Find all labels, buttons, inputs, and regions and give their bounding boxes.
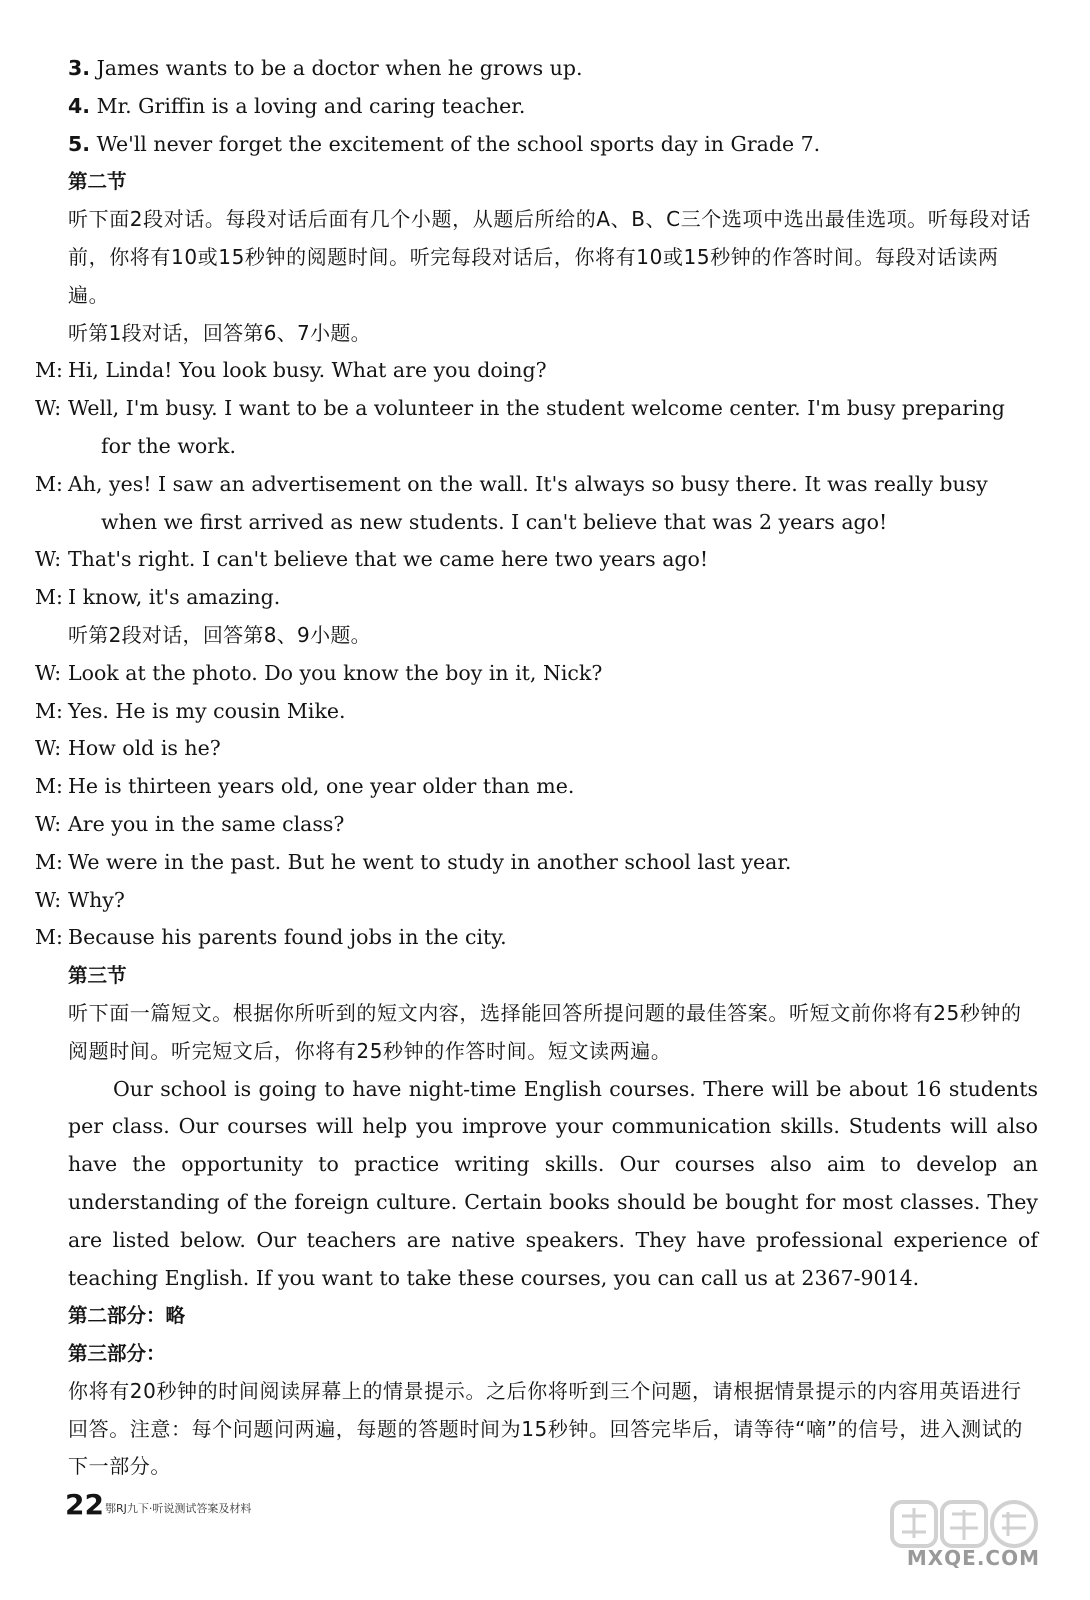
dialog-line: M: Ah, yes! I saw an advertisement on the wall. It's always so busy there. It was really busy when we first arrived as new students. I can't believe that was 2 years ago! (35, 471, 988, 534)
dialog-text: Hi, Linda! You look busy. What are you doing? (68, 358, 547, 383)
section2-instructions: 听下面2段对话。每段对话后面有几个小题，从题后所给的A、B、C三个选项中选出最佳选项。听每段对话前，你将有10或15秒钟的阅题时间。听完每段对话后，你将有10或15秒钟的作答时间。每段对话读两遍。 (68, 207, 1031, 307)
item-3 (68, 50, 1038, 88)
dialog-line: M: Because his parents found jobs in the city. (35, 925, 507, 950)
dialog1-intro: 听第1段对话，回答第6、7小题。 (68, 320, 371, 345)
dialog-line: M: We were in the past. But he went to study in another school last year. (35, 849, 792, 874)
dialog-text: How old is he? (68, 736, 221, 761)
dialog-line: W: Well, I'm busy. I want to be a volunteer in the student welcome center. I'm busy preparing for the work. (35, 396, 1005, 458)
page-content (35, 50, 1038, 1486)
footer-caption: 鄂RJ九下·听说测试答案及材料 (105, 1502, 252, 1515)
dialog-line: M: Yes. He is my cousin Mike. (35, 698, 346, 723)
item-text: We'll never forget the excitement of the school sports day in Grade 7. (90, 131, 821, 156)
dialog-text: Why? (68, 887, 125, 912)
dialog-line: W: Are you in the same class? (35, 811, 345, 836)
dialog-text: Because his parents found jobs in the city. (68, 925, 507, 950)
item-number: 4. (68, 93, 91, 118)
dialog-line: M: He is thirteen years old, one year older than me. (35, 774, 575, 799)
dialog-line: W: Why? (35, 887, 125, 912)
dialog-line: W: How old is he? (35, 736, 221, 761)
section3-instructions: 听下面一篇短文。根据你所听到的短文内容，选择能回答所提问题的最佳答案。听短文前你将有25秒钟的阅题时间。听完短文后，你将有25秒钟的作答时间。短文读两遍。 (68, 1000, 1022, 1063)
dialog-text: Are you in the same class? (68, 811, 345, 836)
dialog-line: W: Look at the photo. Do you know the boy in it, Nick? (35, 660, 603, 685)
part3-heading: 第三部分： (68, 1342, 166, 1366)
item-text: Mr. Griffin is a loving and caring teacher. (90, 93, 526, 118)
section3-passage: Our school is going to have night-time English courses. There will be about 16 students per class. Our courses will help you improve your communication skills. Students will also have the opportunity to practice writing skills. Our courses also aim to develop an understanding of the foreign culture. Certain books should be bought for most classes. They are listed below. Our teachers are native speakers. They have professional experience of teaching English. If you want to take these courses, you can call us at 2367-9014. (68, 1076, 1038, 1290)
dialog-text: Look at the photo. Do you know the boy in it, Nick? (68, 660, 603, 685)
dialog2-intro: 听第2段对话，回答第8、9小题。 (68, 622, 371, 647)
item-number: 3. (68, 56, 91, 80)
part3-instructions: 你将有20秒钟的时间阅读屏幕上的情景提示。之后你将听到三个问题，请根据情景提示的内容用英语进行回答。注意：每个问题问两遍，每题的答题时间为15秒钟。回答完毕后，请等待“嘀”的信号，进入测试的下一部分。 (68, 1378, 1023, 1479)
dialog-line: W: That's right. I can't believe that we came here two years ago! (35, 547, 709, 572)
item-text: James wants to be a doctor when he grows up. (90, 56, 583, 80)
dialog-text: Ah, yes! I saw an advertisement on the wall. It's always so busy there. It was really busy when we first arrived as new students. I can't believe that was 2 years ago! (68, 471, 988, 534)
dialog-text: He is thirteen years old, one year older than me. (68, 774, 575, 799)
dialog-text: We were in the past. But he went to study in another school last year. (68, 849, 792, 874)
dialog-text: Yes. He is my cousin Mike. (68, 698, 346, 723)
dialog-text: That's right. I can't believe that we came here two years ago! (68, 547, 709, 572)
section3-heading: 第三节 (68, 964, 127, 988)
section2-heading: 第二节 (68, 170, 127, 194)
item-5 (68, 126, 1038, 164)
dialog-line: M: I know, it's amazing. (35, 585, 281, 610)
page-number: 22 (65, 1488, 104, 1521)
dialog-text: Well, I'm busy. I want to be a volunteer in the student welcome center. I'm busy preparing for the work. (68, 396, 1005, 458)
item-4 (68, 88, 1038, 126)
dialog-line: M: Hi, Linda! You look busy. What are you doing? (35, 358, 547, 383)
dialog-text: I know, it's amazing. (68, 585, 281, 610)
page-footer (65, 1488, 1065, 1570)
item-number: 5. (68, 131, 91, 156)
watermark-text: MXQE.COM (906, 1546, 1040, 1570)
part2-heading: 第二部分：略 (68, 1304, 186, 1328)
